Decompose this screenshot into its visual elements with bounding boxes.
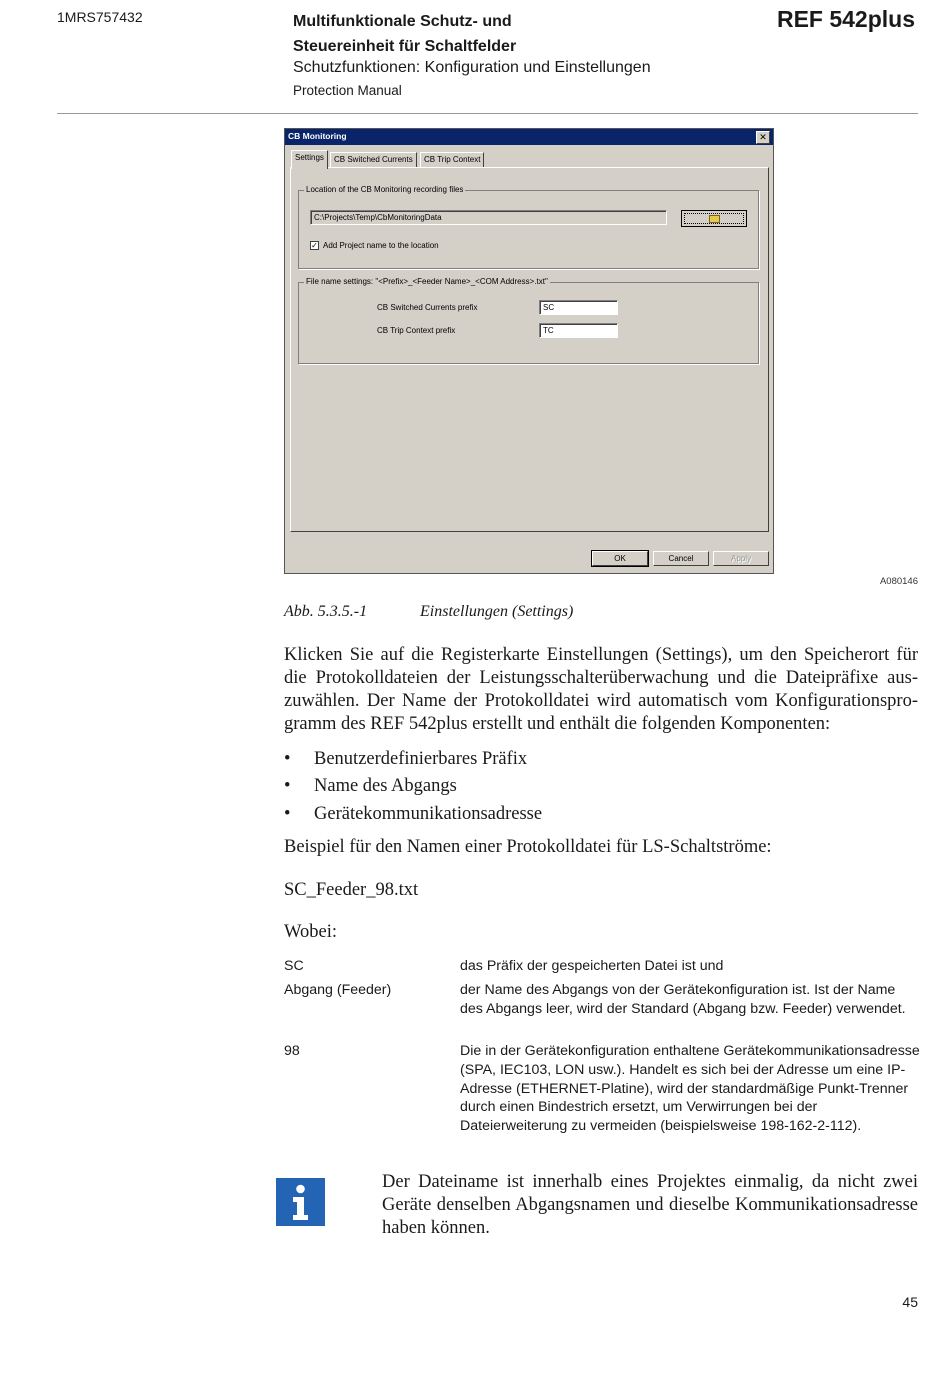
tab-cb-switched-currents[interactable]: CB Switched Currents [330,152,417,168]
tab-settings[interactable]: Settings [291,150,328,169]
cancel-button[interactable]: Cancel [653,551,709,566]
add-project-name-checkbox[interactable]: ✓ [311,241,318,250]
example-filename: SC_Feeder_98.txt [284,880,419,900]
figure-caption-text: Einstellungen (Settings) [420,603,574,620]
folder-icon [709,215,720,223]
definition-desc: das Präfix der gespeicherten Datei ist und [460,958,724,974]
tc-prefix-label: CB Trip Context prefix [377,326,456,335]
list-item-text: Gerätekommunikationsadresse [314,804,543,824]
dialog-titlebar [285,129,773,145]
where-label: Wobei: [284,922,337,942]
ok-button[interactable]: OK [592,551,648,566]
title-line-2: Steuereinheit für Schaltfelder [293,38,517,55]
document-subtitle: Schutzfunktionen: Konfiguration und Einstellungen [293,59,651,76]
list-item-text: Benutzerdefinierbares Präfix [314,749,528,769]
document-title [293,9,516,59]
location-group-legend: Location of the CB Monitoring recording files [306,185,464,194]
list-item-text: Name des Abgangs [314,776,457,796]
tab-cb-trip-context[interactable]: CB Trip Context [420,152,484,168]
settings-tab-panel [290,167,769,532]
cb-monitoring-dialog [284,128,774,574]
definition-term: Abgang (Feeder) [284,982,392,998]
sc-prefix-input[interactable]: SC [539,300,618,315]
definition-desc: der Name des Abgangs von der Gerätekonfiguration ist. Ist der Name des Abgangs leer, wird der Standard (Abgang bzw. Feeder) verwendet. [460,982,906,1017]
header-divider [57,113,918,114]
figure-caption-number: Abb. 5.3.5.-1 [284,603,368,620]
title-line-1: Multifunktionale Schutz- und [293,13,512,30]
example-intro: Beispiel für den Namen einer Protokolldatei für LS-Schaltströme: [284,837,772,857]
sc-prefix-label: CB Switched Currents prefix [377,303,478,312]
info-icon [276,1178,325,1226]
dialog-title: CB Monitoring [288,131,347,141]
bullet-glyph: • [284,776,291,796]
apply-button[interactable]: Apply [713,551,769,566]
note-text: Der Dateiname ist innerhalb eines Projektes einmalig, da nicht zwei Geräte denselben Abgangsnamen und dieselbe Kommunikationsadresse haben können. [382,1172,918,1238]
location-path-field[interactable]: C:\Projects\Temp\CbMonitoringData [310,210,667,225]
close-icon[interactable]: ✕ [756,131,770,144]
intro-paragraph: Klicken Sie auf die Registerkarte Einstellungen (Settings), um den Speicherort für die Protokolldateien der Leistungsschalterüberwachung und die Dateipräfixe auszuwählen. Der Name der Protokolldatei wird automatisch vom Konfigurationsprogramm des REF 542plus erstellt und enthält die folgenden Komponenten: [284,645,918,734]
figure-id: A080146 [879,576,918,587]
definition-term: SC [284,958,304,974]
definition-desc: Die in der Gerätekonfiguration enthaltene Gerätekommunikationsadresse (SPA, IEC103, LON usw.). Handelt es sich bei der Adresse um eine IP-Adresse (ETHERNET-Platine), wird der standardmäßige Punkt-Trenner durch einen Bindestrich ersetzt, um Verwirrungen bei der Dateierweiterung zu vermeiden (beispielsweise 198-162-2-112). [460,1043,920,1135]
bullet-glyph: • [284,804,291,824]
bullet-glyph: • [284,749,291,769]
location-group [298,185,759,269]
page-number: 45 [902,1294,918,1310]
document-code: 1MRS757432 [57,9,143,25]
add-project-name-label: Add Project name to the location [323,241,439,250]
file-name-settings-group [298,277,759,364]
product-name: REF 542plus [776,6,915,32]
manual-name: Protection Manual [293,83,402,98]
definition-term: 98 [284,1043,300,1059]
tc-prefix-input[interactable]: TC [539,323,618,338]
browse-folder-button[interactable] [681,210,747,227]
file-name-settings-legend: File name settings: "<Prefix>_<Feeder Name>_<COM Address>.txt" [306,277,548,286]
